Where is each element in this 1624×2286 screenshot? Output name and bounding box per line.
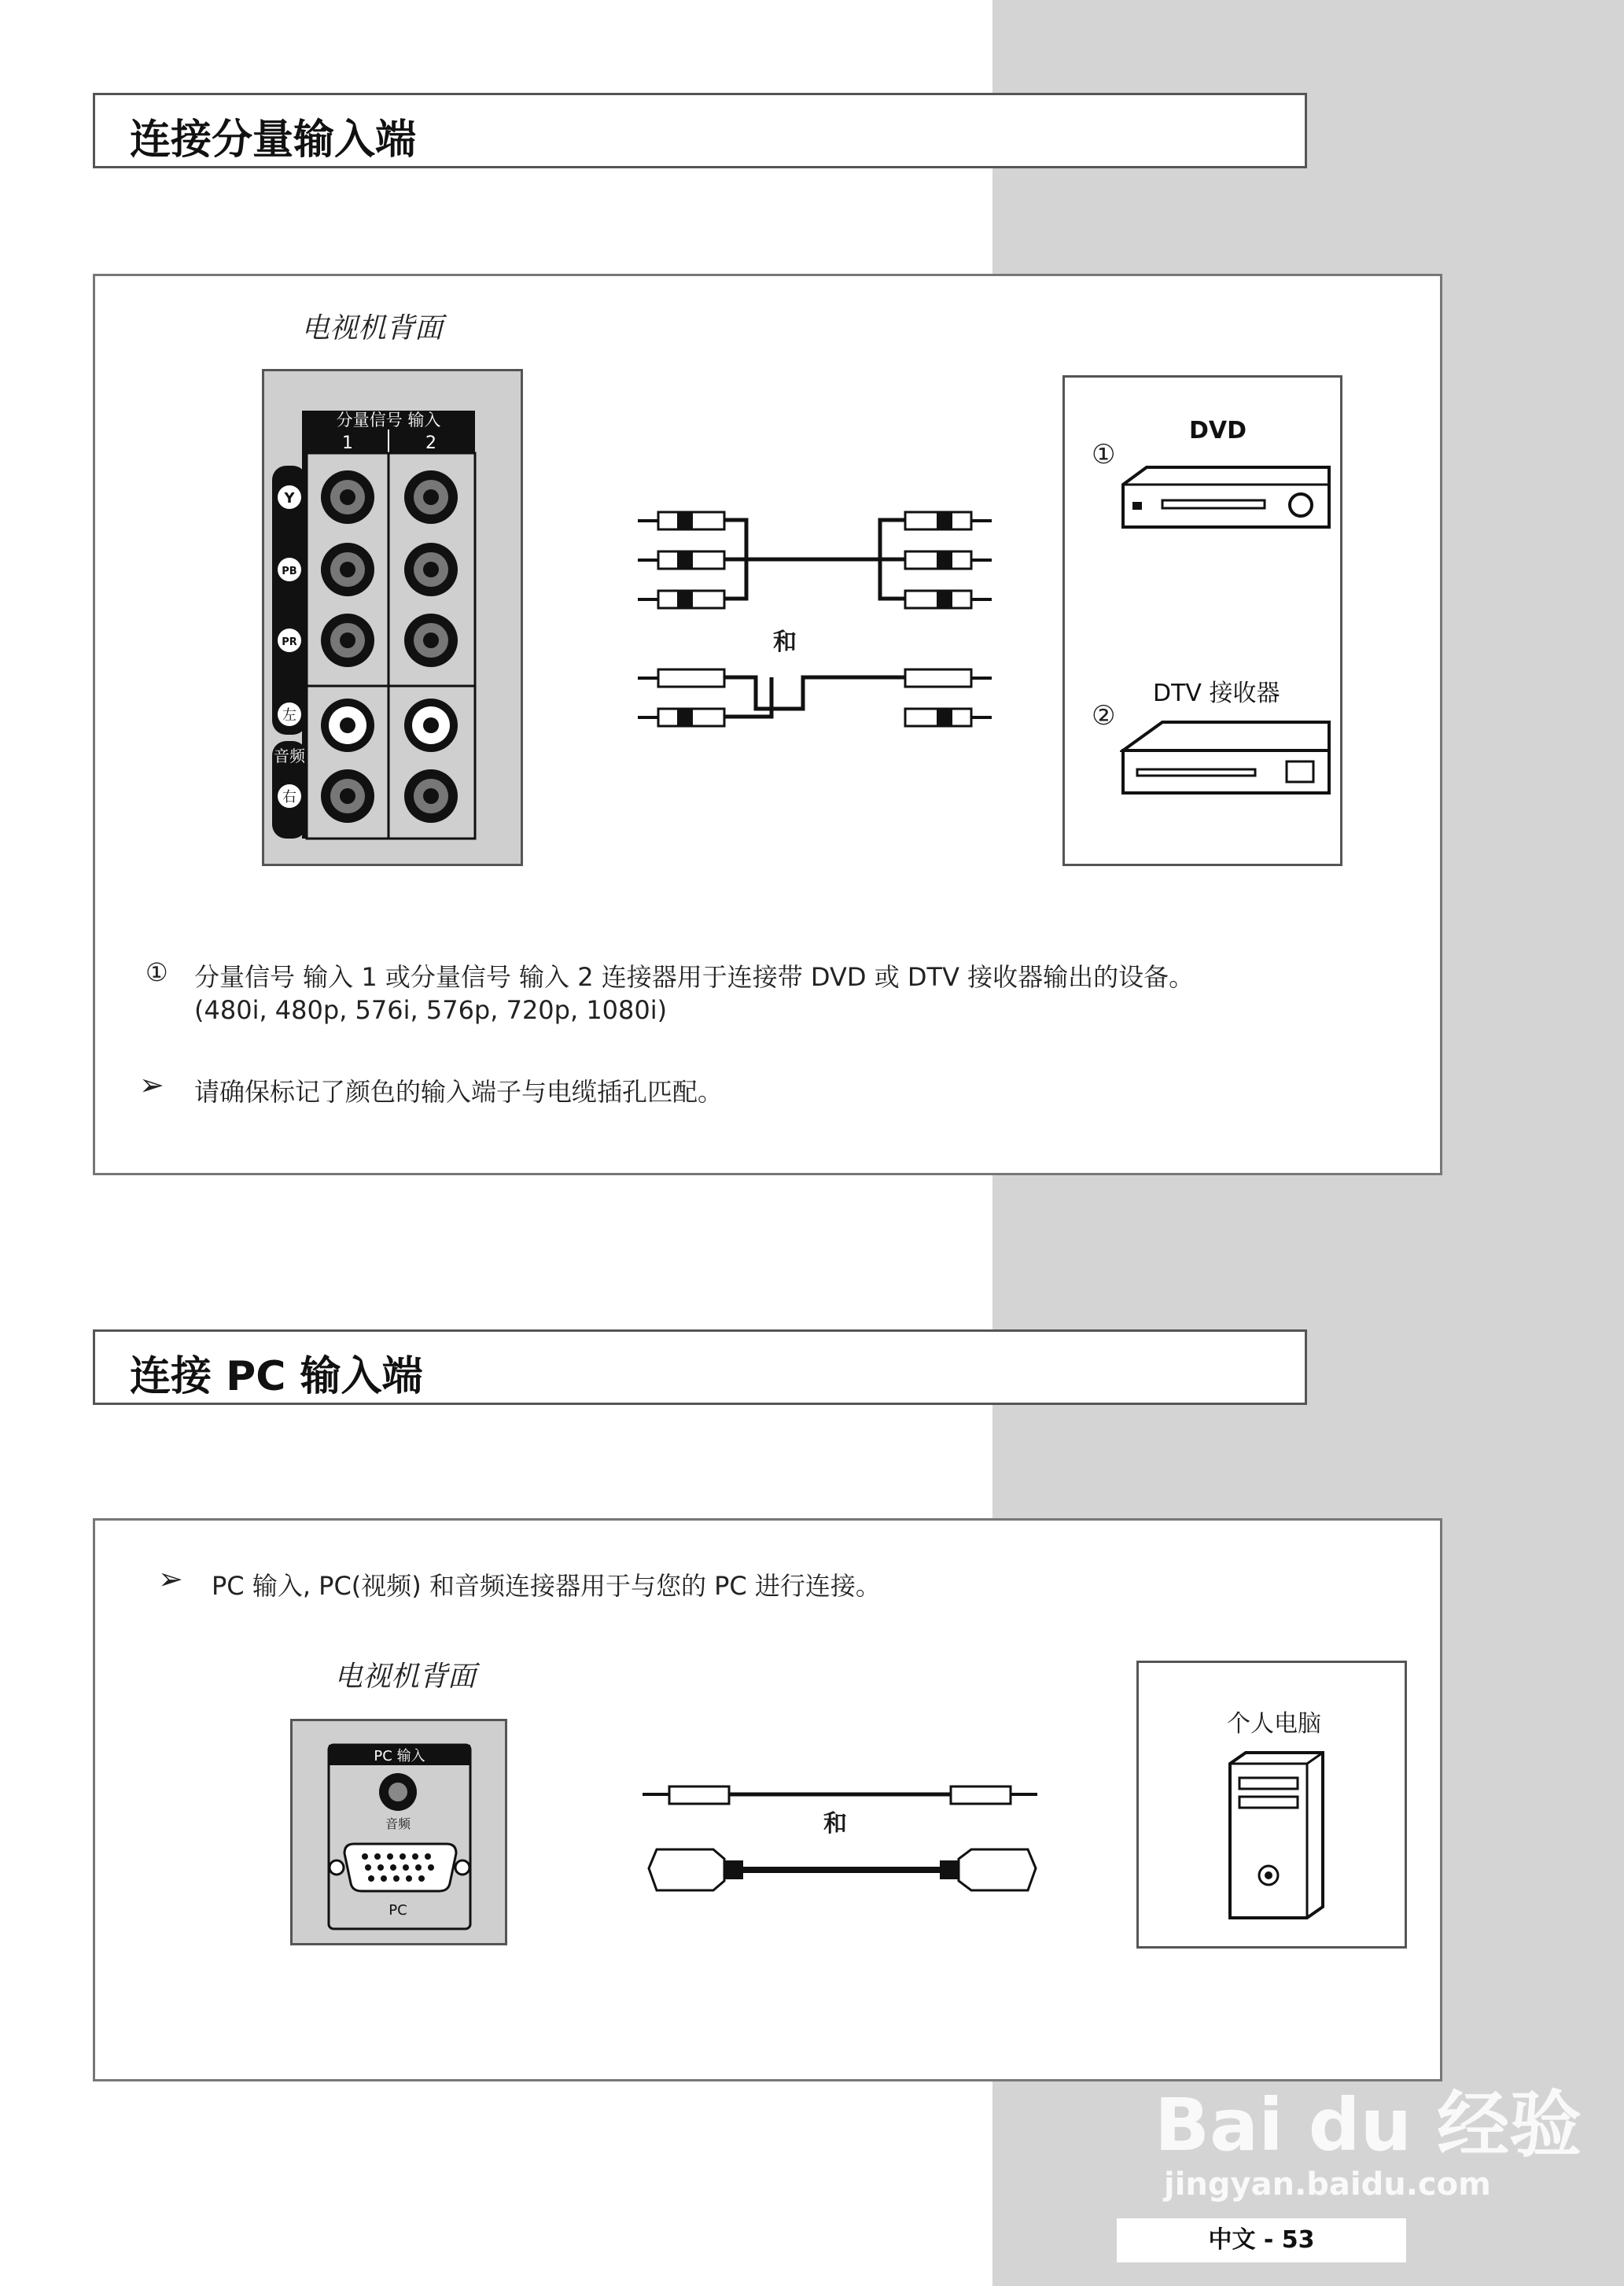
cable-and-label: 和 <box>773 629 797 656</box>
dtv-receiver-icon <box>1120 719 1332 806</box>
column-1-label: 1 <box>342 433 353 453</box>
note2-arrow-icon: ➢ <box>139 1067 164 1102</box>
row-y-label: Y <box>284 490 295 507</box>
pc-device-box <box>1136 1661 1407 1949</box>
pc-device-label: 个人电脑 <box>1227 1710 1321 1738</box>
dvd-label: DVD <box>1189 417 1247 444</box>
tv-back-component-panel <box>262 369 523 866</box>
pc-vga-label: PC <box>389 1902 407 1919</box>
section1-title: 连接分量输入端 <box>130 116 417 164</box>
pc-note-text: PC 输入, PC(视频) 和音频连接器用于与您的 PC 进行连接。 <box>212 1571 881 1601</box>
dtv-number: ② <box>1092 700 1116 732</box>
pc-panel-header: PC 输入 <box>374 1748 425 1764</box>
column-2-label: 2 <box>425 433 436 453</box>
audio-label: 音频 <box>274 747 305 765</box>
section2-header <box>93 1329 1307 1405</box>
watermark-brand: Bai du 经验 <box>1154 2083 1582 2167</box>
pc-tower-icon <box>1225 1750 1328 1923</box>
dvd-number: ① <box>1092 439 1116 470</box>
pc-panel <box>93 1518 1442 2081</box>
component-panel <box>93 274 1442 1175</box>
section2-title: 连接 PC 输入端 <box>130 1353 423 1400</box>
dvd-player-icon <box>1120 464 1332 543</box>
section1-header <box>93 93 1307 168</box>
component-panel-header: 分量信号 输入 <box>336 411 441 430</box>
pc-cable-and-label: 和 <box>823 1810 847 1838</box>
pc-note-arrow-icon: ➢ <box>158 1561 183 1596</box>
note1-formats: (480i, 480p, 576i, 576p, 720p, 1080i) <box>194 995 668 1025</box>
audio-right-label: 右 <box>282 789 296 806</box>
note1-text: 分量信号 输入 1 或分量信号 输入 2 连接器用于连接带 DVD 或 DTV 接收器输出的设备。 <box>194 962 1195 992</box>
row-pb-label: PB <box>282 566 297 577</box>
row-pr-label: PR <box>282 636 297 648</box>
note1-number: ① <box>145 957 168 987</box>
component-cable-illustration <box>630 496 1039 748</box>
page-number-label: 中文 - 53 <box>1117 2218 1406 2262</box>
pc-audio-label: 音频 <box>385 1816 411 1831</box>
tv-back-caption: 电视机背面 <box>301 312 444 345</box>
dtv-label: DTV 接收器 <box>1153 680 1280 707</box>
tv-back-pc-panel <box>290 1719 507 1945</box>
note2-text: 请确保标记了颜色的输入端子与电缆插孔匹配。 <box>194 1077 724 1107</box>
audio-left-label: 左 <box>282 707 296 724</box>
source-devices-box <box>1062 375 1342 866</box>
component-jack-diagram <box>264 371 521 864</box>
watermark-url: jingyan.baidu.com <box>1164 2166 1491 2203</box>
pc-jack-diagram <box>293 1721 505 1943</box>
pc-tv-back-caption: 电视机背面 <box>334 1661 477 1693</box>
